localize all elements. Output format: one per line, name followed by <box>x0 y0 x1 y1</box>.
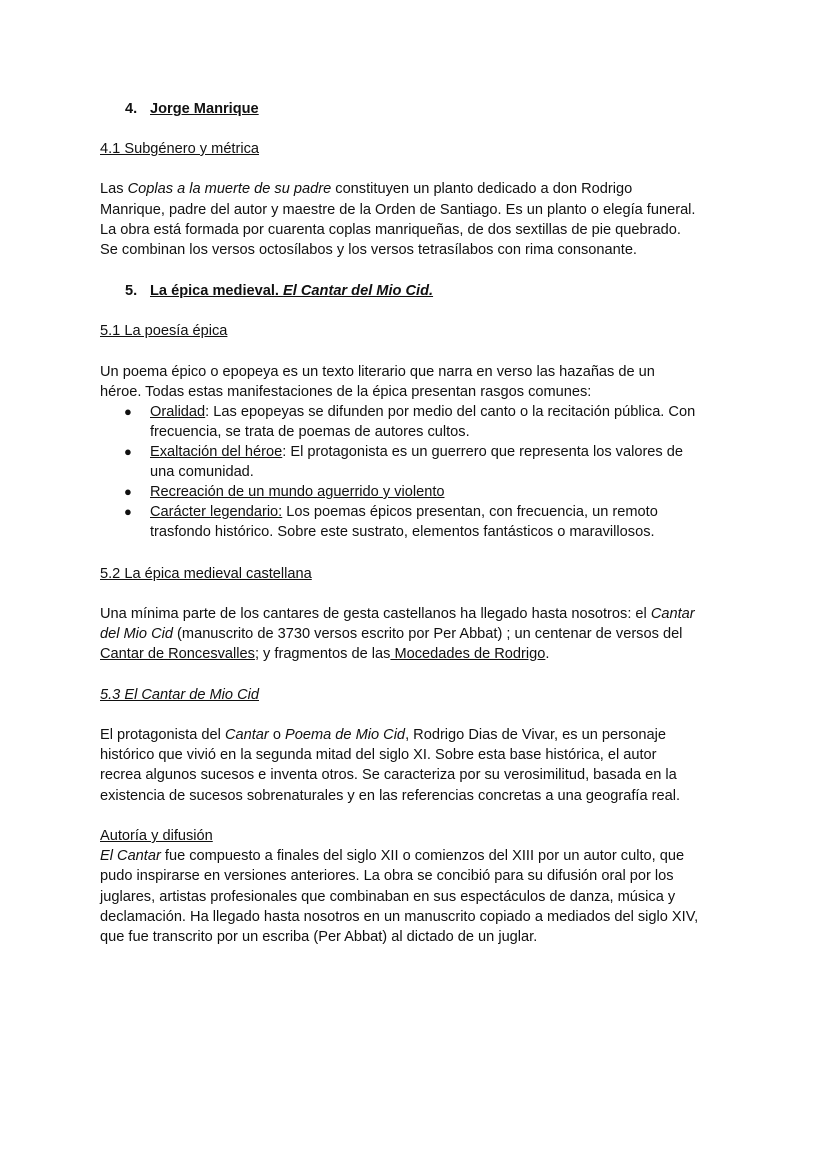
list-item-exaltacion-cont: una comunidad. <box>150 464 254 480</box>
work-title: El Cantar <box>100 848 161 864</box>
list-item-term: Oralidad <box>150 404 206 420</box>
list-item-text: : El protagonista es un guerrero que representa los valores de <box>282 444 684 460</box>
link-mocedades-rodrigo[interactable]: Mocedades de Rodrigo <box>390 646 546 662</box>
paragraph-5-3-line-4: existencia de sucesos sobrenaturales y en las referencias concretas a una geografía real. <box>100 788 681 804</box>
bullet-icon: ● <box>124 404 132 419</box>
paragraph-5-2-line-2 <box>100 624 682 644</box>
work-title: del Mio Cid <box>100 626 173 642</box>
bullet-icon: ● <box>124 484 132 499</box>
text: Las <box>100 181 128 197</box>
paragraph-5-3-line-3: recrea algunos sucesos e inventa otros. Se caracteriza por su verosimilitud, basada en la <box>100 767 677 783</box>
section-4-number: 4. <box>125 101 138 117</box>
work-title: Poema de Mio Cid <box>285 727 406 743</box>
section-5-title <box>150 281 433 301</box>
work-title: Cantar <box>224 727 269 743</box>
section-4-title: Jorge Manrique <box>150 101 259 117</box>
subsection-5-2-heading: 5.2 La épica medieval castellana <box>100 566 312 582</box>
link-cantar-roncesvalles[interactable]: Cantar de Roncesvalles <box>100 646 255 662</box>
text: Una mínima parte de los cantares de gesta castellanos ha llegado hasta nosotros: el <box>100 606 651 622</box>
text: o <box>268 727 285 743</box>
list-item-caracter-cont: trasfondo histórico. Sobre este sustrato, elementos fantásticos o maravillosos. <box>150 524 655 540</box>
text: ; y fragmentos de las <box>254 646 391 662</box>
subsection-4-1-heading: 4.1 Subgénero y métrica <box>100 141 259 157</box>
paragraph-5-2-line-3 <box>100 644 549 664</box>
list-item-caracter <box>150 502 658 522</box>
authorship-line-1 <box>100 846 684 866</box>
list-item-term: Exaltación del héroe <box>150 444 283 460</box>
subsection-5-3-heading: 5.3 El Cantar de Mio Cid <box>100 687 259 703</box>
bullet-icon: ● <box>124 444 132 459</box>
authorship-line-5: que fue transcrito por un escriba (Per Abbat) al dictado de un juglar. <box>100 929 538 945</box>
paragraph-4-1-line-4: Se combinan los versos octosílabos y los versos tetrasílabos con rima consonante. <box>100 242 637 258</box>
bullet-icon: ● <box>124 504 132 519</box>
paragraph-4-1-line-1 <box>100 179 632 199</box>
paragraph-5-3-line-1 <box>100 725 666 745</box>
paragraph-5-1-line-2: héroe. Todas estas manifestaciones de la épica presentan rasgos comunes: <box>100 384 592 400</box>
list-item-exaltacion <box>150 442 683 462</box>
text: constituyen un planto dedicado a don Rodrigo <box>331 181 633 197</box>
text: . <box>545 646 550 662</box>
list-item-recreacion: Recreación de un mundo aguerrido y violento <box>150 484 445 500</box>
text: (manuscrito de 3730 versos escrito por Per Abbat) ; un centenar de versos del <box>173 626 683 642</box>
paragraph-4-1-line-2: Manrique, padre del autor y maestre de la Orden de Santiago. Es un planto o elegía funeral. <box>100 202 696 218</box>
list-item-oralidad-cont: frecuencia, se trata de poemas de autores cultos. <box>150 424 470 440</box>
paragraph-4-1-line-3: La obra está formada por cuarenta coplas manriqueñas, de dos sextillas de pie quebrado. <box>100 222 681 238</box>
authorship-heading: Autoría y difusión <box>100 828 213 844</box>
section-5-number: 5. <box>125 283 138 299</box>
authorship-line-3: juglares, artistas profesionales que combinaban en sus espectáculos de danza, música y <box>100 889 676 905</box>
section-5-title-main: La épica medieval. <box>150 283 284 299</box>
paragraph-5-2-line-1 <box>100 604 695 624</box>
authorship-line-4: declamación. Ha llegado hasta nosotros en un manuscrito copiado a mediados del siglo XIV, <box>100 909 699 925</box>
authorship-line-2: pudo inspirarse en versiones anteriores. La obra se concibió para su difusión oral por los <box>100 868 674 884</box>
work-title: Cantar <box>650 606 695 622</box>
paragraph-5-1-line-1: Un poema épico o epopeya es un texto literario que narra en verso las hazañas de un <box>100 364 655 380</box>
subsection-5-1-heading: 5.1 La poesía épica <box>100 323 228 339</box>
list-item-term: Carácter legendario: <box>150 504 283 520</box>
section-5-title-work: El Cantar del Mio Cid. <box>283 283 434 299</box>
paragraph-5-3-line-2: histórico que vivió en la segunda mitad del siglo XI. Sobre esta base histórica, el autor <box>100 747 657 763</box>
text: fue compuesto a finales del siglo XII o comienzos del XIII por un autor culto, que <box>160 848 685 864</box>
text: El protagonista del <box>100 727 225 743</box>
list-item-text: : Las epopeyas se difunden por medio del canto o la recitación pública. Con <box>205 404 696 420</box>
list-item-oralidad <box>150 402 695 422</box>
list-item-text: Los poemas épicos presentan, con frecuencia, un remoto <box>282 504 658 520</box>
coplas-title: Coplas a la muerte de su padre <box>127 181 332 197</box>
text: , Rodrigo Dias de Vivar, es un personaje <box>405 727 667 743</box>
